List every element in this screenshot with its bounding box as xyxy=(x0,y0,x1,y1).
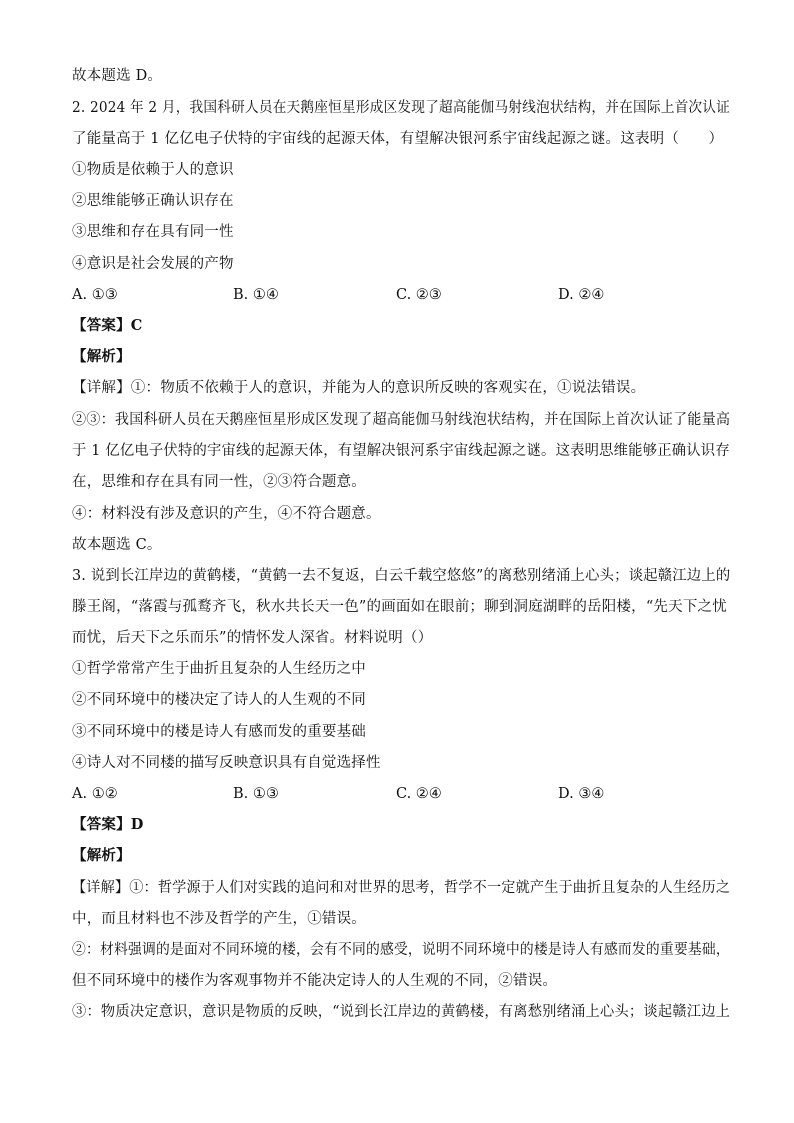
q2-detail-line-3: 于 1 亿亿电子伏特的宇宙线的起源天体，有望解决银河系宇宙线起源之谜。这表明思维能够正确认识存 xyxy=(72,443,730,459)
q3-option-a: A. ①② xyxy=(72,786,118,802)
q3-option-c: C. ②④ xyxy=(396,786,442,802)
q2-detail-line-5: ④：材料没有涉及意识的产生，④不符合题意。 xyxy=(72,506,381,522)
q2-option-b: B. ①④ xyxy=(233,287,279,303)
q2-detail-line-4: 在，思维和存在具有同一性，②③符合题意。 xyxy=(72,474,366,490)
q3-stem-line-3: 而忧，后天下之乐而乐”的情怀发人深省。材料说明（） xyxy=(72,630,433,646)
q3-option-b: B. ①③ xyxy=(233,786,279,802)
q2-analysis-heading: 【解析】 xyxy=(72,348,131,365)
q3-stem-line-1: 3. 说到长江岸边的黄鹤楼，“黄鹤一去不复返，白云千载空悠悠”的离愁别绪涌上心头；谈起赣江边上的 xyxy=(72,568,731,584)
q2-detail-line-1: 【详解】①：物质不依赖于人的意识，并能为人的意识所反映的客观实在，①说法错误。 xyxy=(72,380,646,396)
q2-item-2: ②思维能够正确认识存在 xyxy=(72,193,234,209)
q3-detail-line-1: 【详解】①：哲学源于人们对实践的追问和对世界的思考，哲学不一定就产生于曲折且复杂的人生经历之 xyxy=(72,880,731,896)
q3-option-d: D. ③④ xyxy=(558,786,605,802)
q3-detail-line-3: ②：材料强调的是面对不同环境的楼，会有不同的感受，说明不同环境中的楼是诗人有感而发的重要基础， xyxy=(72,942,730,958)
q3-detail-line-4: 但不同环境中的楼作为客观事物并不能决定诗人的人生观的不同，②错误。 xyxy=(72,973,558,989)
q3-detail-line-2: 中，而且材料也不涉及哲学的产生，①错误。 xyxy=(72,911,366,927)
q2-item-1: ①物质是依赖于人的意识 xyxy=(72,162,234,178)
q1-conclusion: 故本题选 D。 xyxy=(72,68,163,84)
q3-analysis-heading: 【解析】 xyxy=(72,847,131,864)
q3-item-2: ②不同环境中的楼决定了诗人的人生观的不同 xyxy=(72,692,366,708)
q2-conclusion: 故本题选 C。 xyxy=(72,537,162,553)
q2-option-d: D. ②④ xyxy=(558,287,605,303)
q2-stem-line-2: 了能量高于 1 亿亿电子伏特的宇宙线的起源天体，有望解决银河系宇宙线起源之谜。这表明（ ） xyxy=(72,131,724,147)
q2-stem-line-1: 2. 2024 年 2 月，我国科研人员在天鹅座恒星形成区发现了超高能伽马射线泡状结构，并在国际上首次认证 xyxy=(72,100,731,116)
q3-answer: 【答案】D xyxy=(72,816,144,833)
q3-stem-line-2: 滕王阁，“落霞与孤鹜齐飞，秋水共长天一色”的画面如在眼前；聊到洞庭湖畔的岳阳楼，“先天下之忧 xyxy=(72,599,727,615)
q2-item-4: ④意识是社会发展的产物 xyxy=(72,256,234,272)
q3-detail-line-5: ③：物质决定意识，意识是物质的反映，“说到长江岸边的黄鹤楼，有离愁别绪涌上心头；谈起赣江边上 xyxy=(72,1004,731,1020)
q2-option-c: C. ②③ xyxy=(396,287,442,303)
q2-item-3: ③思维和存在具有同一性 xyxy=(72,224,234,240)
q3-item-3: ③不同环境中的楼是诗人有感而发的重要基础 xyxy=(72,724,366,740)
q2-answer: 【答案】C xyxy=(72,317,143,334)
q2-option-a: A. ①③ xyxy=(72,287,118,303)
q3-item-4: ④诗人对不同楼的描写反映意识具有自觉选择性 xyxy=(72,755,381,771)
q3-item-1: ①哲学常常产生于曲折且复杂的人生经历之中 xyxy=(72,661,366,677)
q2-detail-line-2: ②③：我国科研人员在天鹅座恒星形成区发现了超高能伽马射线泡状结构，并在国际上首次认证了能量高 xyxy=(72,412,731,428)
